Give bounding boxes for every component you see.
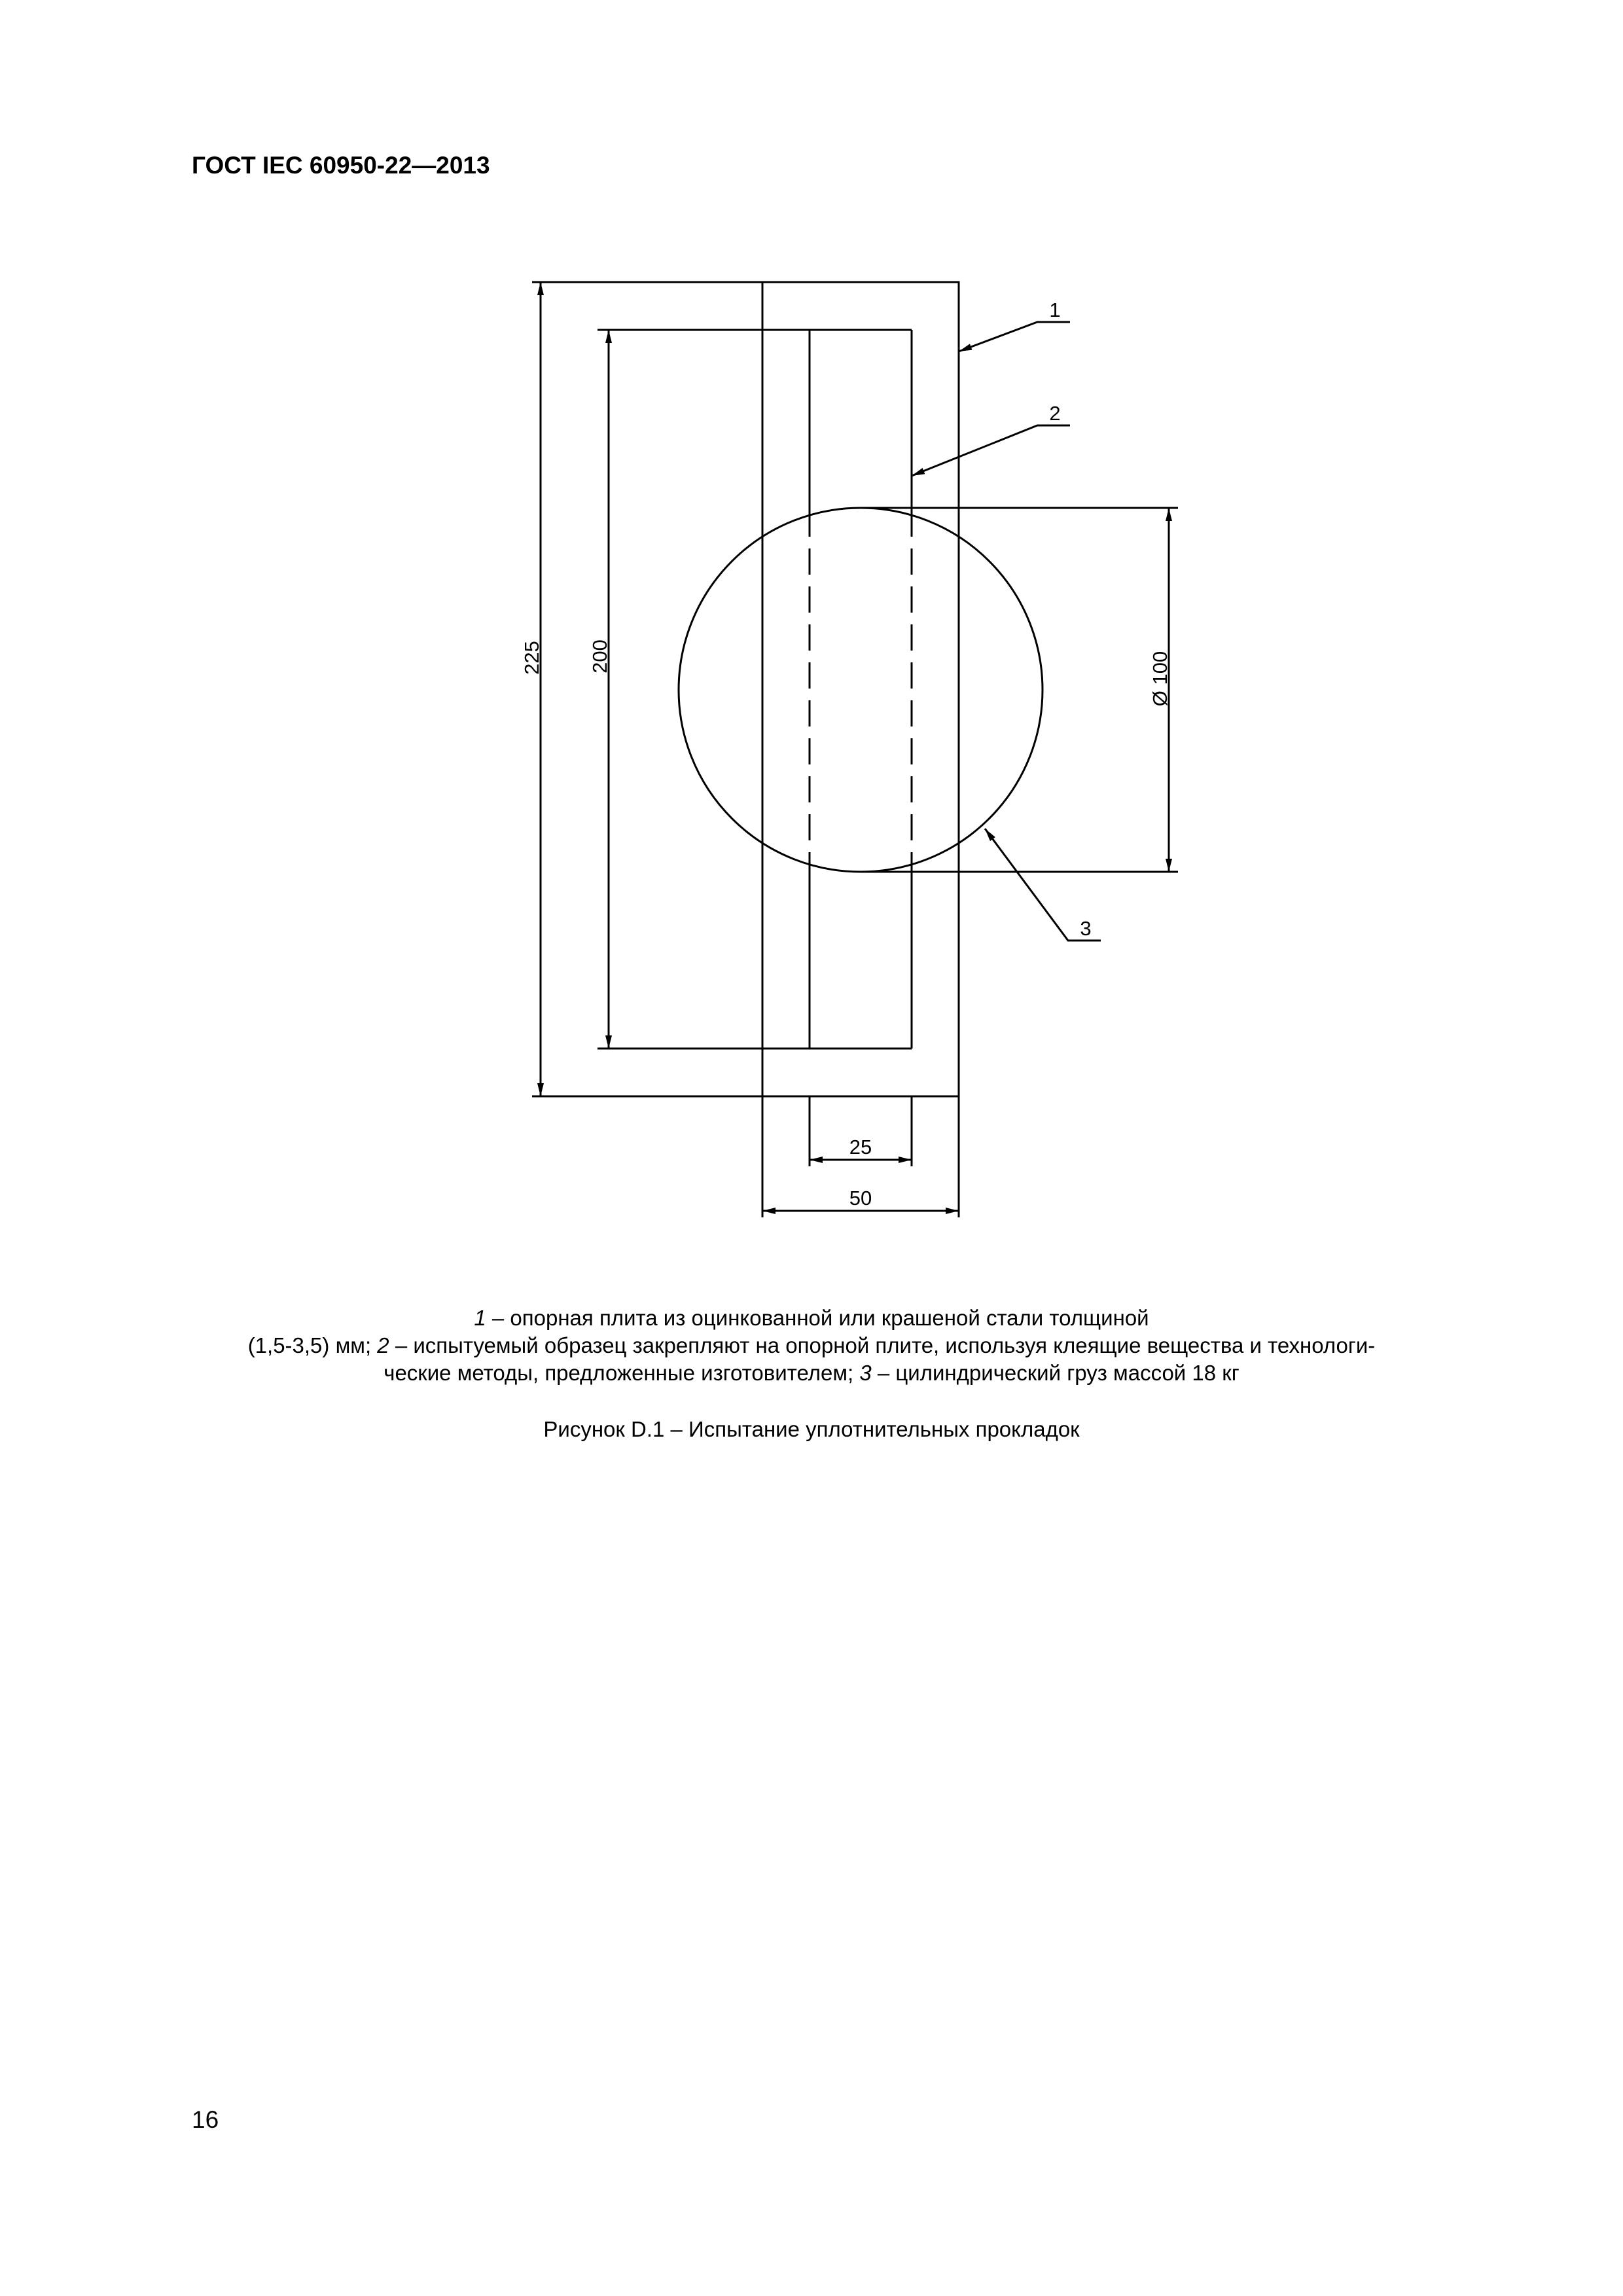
legend-line: (1,5-3,5) мм; 2 – испытуемый образец закрепляют на опорной плите, используя клеящие вещества и технологи- (247, 1333, 1376, 1357)
callout-number-1: 1 (1049, 298, 1061, 321)
support-plate (762, 282, 959, 1096)
document-header: ГОСТ IEC 60950-22—2013 (192, 152, 490, 179)
hidden-lines (762, 511, 959, 865)
dimension-label-50: 50 (849, 1187, 872, 1210)
callout-leader-1 (959, 322, 1070, 351)
callout-number-2: 2 (1049, 402, 1061, 425)
figure-caption: Рисунок D.1 – Испытание уплотнительных прокладок (543, 1417, 1080, 1441)
page-number: 16 (192, 2106, 219, 2133)
callout-leader-2 (912, 425, 1070, 476)
dimension-label-25: 25 (849, 1136, 872, 1158)
legend-line: ческие методы, предложенные изготовителем; 3 – цилиндрический груз массой 18 кг (383, 1361, 1240, 1385)
dimension-label-225: 225 (520, 641, 543, 675)
callout-number-3: 3 (1080, 917, 1092, 940)
legend-line: 1 – опорная плита из оцинкованной или крашеной стали толщиной (474, 1306, 1149, 1330)
test-sample (810, 330, 912, 1049)
figure-legend (170, 1304, 1453, 1387)
dimension-label-200: 200 (588, 639, 611, 673)
cylindrical-weight (679, 508, 1043, 872)
dimension-label-diameter: Ø 100 (1149, 651, 1171, 707)
